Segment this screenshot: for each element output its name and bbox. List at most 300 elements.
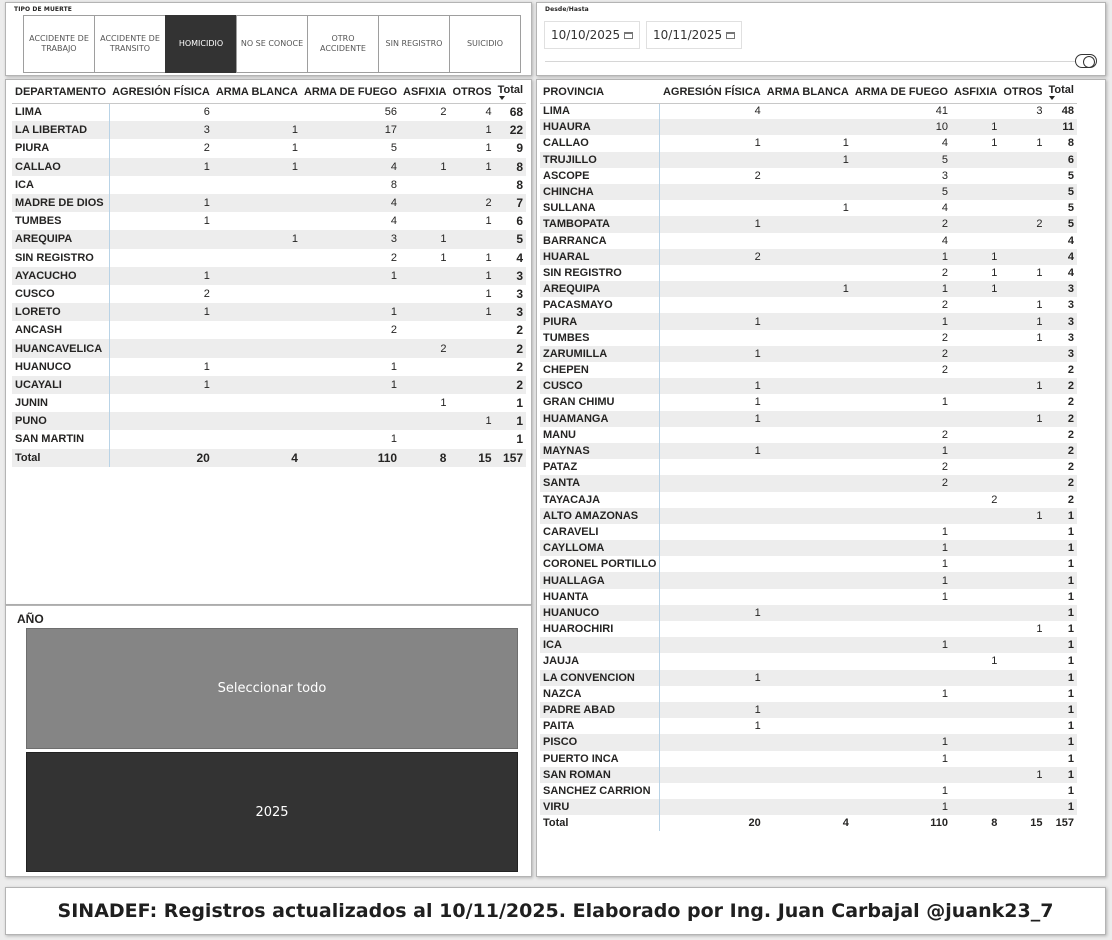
table-cell: 110 bbox=[301, 449, 400, 467]
table-cell bbox=[951, 411, 1000, 427]
row-label[interactable]: NAZCA bbox=[540, 686, 660, 702]
table-cell: 1 bbox=[754, 137, 761, 150]
table-cell bbox=[400, 376, 449, 394]
row-label[interactable]: SIN REGISTRO bbox=[540, 265, 660, 281]
date-to-input[interactable] bbox=[646, 21, 742, 49]
table-cell bbox=[1000, 799, 1045, 815]
table-cell: 1 bbox=[1036, 331, 1043, 344]
table-cell bbox=[951, 734, 1000, 750]
table-cell bbox=[660, 751, 764, 767]
row-label[interactable]: HUAROCHIRI bbox=[540, 621, 660, 637]
table-cell: 1 bbox=[852, 734, 951, 750]
table-row bbox=[12, 267, 526, 285]
table-cell bbox=[301, 285, 400, 303]
table-cell: 1 bbox=[109, 194, 213, 212]
row-label[interactable]: PATAZ bbox=[540, 459, 660, 475]
row-label[interactable]: TUMBES bbox=[12, 212, 109, 230]
table-cell: 1 bbox=[1036, 266, 1043, 279]
table-cell bbox=[213, 412, 301, 430]
row-label[interactable]: MANU bbox=[540, 427, 660, 443]
table-cell bbox=[1000, 168, 1045, 184]
table-cell bbox=[400, 121, 449, 139]
table-cell: 1 bbox=[951, 281, 1000, 297]
table-cell bbox=[1000, 751, 1045, 767]
table-cell: 15 bbox=[449, 449, 494, 467]
table-cell: 5 bbox=[495, 230, 526, 248]
table-cell: 68 bbox=[509, 105, 524, 120]
table-cell: 1 bbox=[301, 267, 400, 285]
table-cell: 1 bbox=[390, 360, 398, 373]
table-cell bbox=[449, 230, 494, 248]
calendar-icon[interactable] bbox=[726, 32, 735, 39]
table-cell: 2 bbox=[495, 339, 526, 357]
table-cell bbox=[1000, 670, 1045, 686]
table-cell: 1 bbox=[109, 303, 213, 321]
table-cell: 1 bbox=[213, 158, 301, 176]
table-cell: 1 bbox=[301, 376, 400, 394]
table-cell bbox=[400, 321, 449, 339]
table-cell: 3 bbox=[516, 286, 524, 301]
table-cell: 1 bbox=[852, 637, 951, 653]
tipo-option-accidente-de-transito[interactable]: ACCIDENTE DE TRANSITO bbox=[94, 15, 166, 73]
row-label[interactable]: AYACUCHO bbox=[12, 267, 109, 285]
row-label[interactable]: CUSCO bbox=[540, 378, 660, 394]
table-cell bbox=[109, 230, 213, 248]
table-cell bbox=[660, 621, 764, 637]
row-label[interactable]: HUANCAVELICA bbox=[12, 339, 109, 357]
row-label[interactable]: SANTA bbox=[540, 475, 660, 491]
row-label[interactable]: HUALLAGA bbox=[540, 572, 660, 588]
table-cell bbox=[301, 394, 400, 412]
table-cell: 2 bbox=[1045, 475, 1076, 491]
row-label[interactable]: SANCHEZ CARRION bbox=[540, 783, 660, 799]
table-cell: 6 bbox=[1045, 152, 1076, 168]
table-row bbox=[540, 686, 1077, 702]
table-cell: 1 bbox=[941, 687, 948, 700]
table-cell: 2 bbox=[941, 331, 948, 344]
table-row bbox=[540, 313, 1077, 329]
table-cell bbox=[951, 524, 1000, 540]
table-cell bbox=[951, 670, 1000, 686]
row-label[interactable]: VIRU bbox=[540, 799, 660, 815]
table-cell: 1 bbox=[1067, 752, 1074, 765]
table-cell: 1 bbox=[1000, 313, 1045, 329]
row-label[interactable]: CALLAO bbox=[540, 135, 660, 151]
tipo-option-no-se-conoce[interactable]: NO SE CONOCE bbox=[236, 15, 308, 73]
table-cell: 1 bbox=[852, 281, 951, 297]
table-cell bbox=[213, 176, 301, 194]
row-label[interactable]: JAUJA bbox=[540, 653, 660, 669]
table-cell bbox=[764, 767, 852, 783]
table-row bbox=[540, 249, 1077, 265]
row-label[interactable]: HUANUCO bbox=[12, 358, 109, 376]
table-cell bbox=[764, 330, 852, 346]
table-cell: 1 bbox=[1045, 637, 1076, 653]
table-cell bbox=[852, 702, 951, 718]
row-label[interactable]: LIMA bbox=[12, 103, 109, 121]
column-header[interactable] bbox=[301, 81, 400, 103]
table-row bbox=[540, 216, 1077, 232]
table-cell: 1 bbox=[449, 303, 494, 321]
row-label[interactable]: SULLANA bbox=[540, 200, 660, 216]
table-cell: 2 bbox=[400, 339, 449, 357]
table-cell: 1 bbox=[852, 443, 951, 459]
table-cell: 20 bbox=[109, 449, 213, 467]
column-header[interactable] bbox=[109, 81, 213, 103]
column-header[interactable] bbox=[660, 81, 764, 103]
table-cell bbox=[764, 265, 852, 281]
row-label[interactable]: CARAVELI bbox=[540, 524, 660, 540]
table-cell bbox=[951, 783, 1000, 799]
row-label[interactable]: SIN REGISTRO bbox=[12, 249, 109, 267]
row-label[interactable]: CHINCHA bbox=[540, 184, 660, 200]
table-cell: 4 bbox=[485, 106, 492, 119]
column-header[interactable] bbox=[1000, 81, 1045, 103]
tipo-option-accidente-de-trabajo[interactable]: ACCIDENTE DE TRABAJO bbox=[23, 15, 95, 73]
table-cell: 3 bbox=[301, 230, 400, 248]
table-cell: 48 bbox=[1061, 105, 1074, 118]
table-cell bbox=[660, 362, 764, 378]
table-cell bbox=[1000, 152, 1045, 168]
column-header[interactable] bbox=[495, 81, 526, 103]
table-cell bbox=[764, 378, 852, 394]
row-label[interactable]: ASCOPE bbox=[540, 168, 660, 184]
table-cell: 1 bbox=[301, 303, 400, 321]
table-cell: 1 bbox=[660, 313, 764, 329]
table-cell bbox=[1000, 119, 1045, 135]
table-cell: 2 bbox=[440, 106, 447, 119]
table-row bbox=[540, 734, 1077, 750]
table-cell: 1 bbox=[852, 249, 951, 265]
table-cell: 1 bbox=[660, 702, 764, 718]
row-label[interactable]: PISCO bbox=[540, 734, 660, 750]
date-slider-track[interactable] bbox=[545, 61, 1079, 62]
row-label[interactable]: PIURA bbox=[540, 313, 660, 329]
column-header[interactable] bbox=[449, 81, 494, 103]
row-label[interactable]: Total bbox=[12, 449, 109, 467]
tipo-option-sin-registro[interactable]: SIN REGISTRO bbox=[378, 15, 450, 73]
table-cell: 1 bbox=[941, 396, 948, 409]
row-label[interactable]: CORONEL PORTILLO bbox=[540, 556, 660, 572]
table-cell bbox=[951, 216, 1000, 232]
table-cell bbox=[951, 508, 1000, 524]
column-header[interactable] bbox=[400, 81, 449, 103]
provincia-matrix bbox=[536, 79, 1106, 877]
table-cell bbox=[852, 508, 951, 524]
table-cell bbox=[660, 427, 764, 443]
row-label[interactable]: TUMBES bbox=[540, 330, 660, 346]
row-label[interactable]: BARRANCA bbox=[540, 233, 660, 249]
row-label[interactable]: PAITA bbox=[540, 718, 660, 734]
table-cell: 3 bbox=[1045, 313, 1076, 329]
table-cell bbox=[660, 783, 764, 799]
row-label[interactable]: ZARUMILLA bbox=[540, 346, 660, 362]
row-label[interactable]: PUERTO INCA bbox=[540, 751, 660, 767]
row-label[interactable]: ICA bbox=[540, 637, 660, 653]
table-cell: 8 bbox=[400, 449, 449, 467]
table-cell bbox=[213, 303, 301, 321]
table-row bbox=[540, 492, 1077, 508]
column-header-label: OTROS bbox=[452, 85, 492, 98]
row-label[interactable]: JUNIN bbox=[12, 394, 109, 412]
table-cell: 2 bbox=[449, 194, 494, 212]
table-cell: 2 bbox=[1045, 378, 1076, 394]
column-header[interactable] bbox=[213, 81, 301, 103]
table-cell: 1 bbox=[1067, 590, 1074, 603]
table-cell: 1 bbox=[109, 376, 213, 394]
table-cell bbox=[764, 233, 852, 249]
table-row bbox=[540, 637, 1077, 653]
table-cell bbox=[852, 653, 951, 669]
table-cell: 2 bbox=[1067, 493, 1074, 506]
row-label[interactable]: LIMA bbox=[540, 103, 660, 119]
table-cell: 7 bbox=[495, 194, 526, 212]
table-cell bbox=[109, 176, 213, 194]
table-cell bbox=[764, 637, 852, 653]
table-cell bbox=[213, 394, 301, 412]
table-cell: 1 bbox=[764, 281, 852, 297]
column-header-label: PROVINCIA bbox=[543, 85, 605, 98]
row-label[interactable]: AREQUIPA bbox=[12, 230, 109, 248]
row-label[interactable]: HUAMANGA bbox=[540, 411, 660, 427]
table-cell: 4 bbox=[842, 817, 849, 830]
table-cell bbox=[449, 339, 494, 357]
table-cell: 1 bbox=[1045, 767, 1076, 783]
table-cell: 4 bbox=[754, 105, 761, 118]
table-cell bbox=[400, 139, 449, 157]
table-cell: 2 bbox=[941, 428, 948, 441]
table-cell bbox=[400, 412, 449, 430]
table-cell bbox=[764, 216, 852, 232]
table-cell: 2 bbox=[1000, 216, 1045, 232]
table-row bbox=[12, 430, 526, 448]
table-cell: 1 bbox=[941, 752, 948, 765]
table-row bbox=[12, 339, 526, 357]
column-header[interactable] bbox=[852, 81, 951, 103]
table-cell bbox=[764, 783, 852, 799]
column-header[interactable] bbox=[12, 81, 109, 103]
column-header[interactable] bbox=[540, 81, 660, 103]
table-cell bbox=[852, 670, 951, 686]
table-cell: 1 bbox=[1045, 572, 1076, 588]
row-label[interactable]: LORETO bbox=[12, 303, 109, 321]
tipo-muerte-slicer bbox=[5, 2, 532, 76]
row-label[interactable]: LA CONVENCION bbox=[540, 670, 660, 686]
table-row bbox=[540, 281, 1077, 297]
footer-banner bbox=[5, 887, 1106, 935]
table-cell bbox=[1000, 637, 1045, 653]
table-cell bbox=[951, 556, 1000, 572]
table-row bbox=[540, 184, 1077, 200]
row-label[interactable]: CUSCO bbox=[12, 285, 109, 303]
row-label[interactable]: SAN ROMAN bbox=[540, 767, 660, 783]
row-label[interactable]: AREQUIPA bbox=[540, 281, 660, 297]
table-cell: 1 bbox=[991, 266, 998, 279]
table-cell: 1 bbox=[1067, 720, 1074, 733]
row-label[interactable]: HUAURA bbox=[540, 119, 660, 135]
table-cell: 4 bbox=[1067, 266, 1074, 279]
table-cell bbox=[951, 702, 1000, 718]
table-row bbox=[540, 233, 1077, 249]
table-cell bbox=[951, 330, 1000, 346]
tipo-option-homicidio[interactable]: HOMICIDIO bbox=[165, 15, 237, 73]
row-label[interactable]: HUANTA bbox=[540, 589, 660, 605]
row-label[interactable]: CALLAO bbox=[12, 158, 109, 176]
table-cell: 1 bbox=[1067, 623, 1074, 636]
table-row bbox=[540, 751, 1077, 767]
table-cell: 8 bbox=[516, 177, 524, 192]
table-cell: 1 bbox=[440, 251, 447, 264]
table-cell: 2 bbox=[516, 359, 524, 374]
row-label[interactable]: PADRE ABAD bbox=[540, 702, 660, 718]
table-cell: 2 bbox=[516, 323, 524, 338]
table-row bbox=[540, 589, 1077, 605]
table-cell: 1 bbox=[991, 655, 998, 668]
table-cell bbox=[852, 718, 951, 734]
table-cell bbox=[764, 475, 852, 491]
table-cell: 1 bbox=[203, 215, 210, 228]
table-cell: 1 bbox=[109, 267, 213, 285]
table-cell bbox=[660, 589, 764, 605]
table-cell bbox=[764, 411, 852, 427]
table-cell: 1 bbox=[852, 313, 951, 329]
table-cell bbox=[400, 194, 449, 212]
sort-desc-icon[interactable] bbox=[1049, 96, 1055, 100]
table-cell bbox=[951, 540, 1000, 556]
row-label[interactable]: HUARAL bbox=[540, 249, 660, 265]
table-cell bbox=[951, 605, 1000, 621]
table-cell: 1 bbox=[1067, 558, 1074, 571]
table-cell bbox=[1000, 653, 1045, 669]
table-cell bbox=[951, 799, 1000, 815]
row-label[interactable]: MAYNAS bbox=[540, 443, 660, 459]
date-slider-handle[interactable] bbox=[1075, 54, 1097, 68]
table-cell bbox=[764, 621, 852, 637]
table-cell bbox=[660, 734, 764, 750]
row-label[interactable]: PUNO bbox=[12, 412, 109, 430]
table-cell: 1 bbox=[941, 558, 948, 571]
table-cell bbox=[1000, 475, 1045, 491]
provincia-table bbox=[540, 81, 1077, 831]
table-cell bbox=[660, 556, 764, 572]
table-cell bbox=[301, 412, 400, 430]
table-cell bbox=[449, 176, 494, 194]
anio-title: AÑO bbox=[17, 612, 44, 626]
row-label[interactable]: MADRE DE DIOS bbox=[12, 194, 109, 212]
table-row bbox=[540, 411, 1077, 427]
table-row bbox=[540, 427, 1077, 443]
table-row bbox=[540, 265, 1077, 281]
table-cell bbox=[764, 572, 852, 588]
table-cell: 1 bbox=[842, 202, 849, 215]
calendar-icon[interactable] bbox=[624, 32, 633, 39]
column-header[interactable] bbox=[1045, 81, 1076, 103]
row-label[interactable]: UCAYALI bbox=[12, 376, 109, 394]
column-header-label: Total bbox=[497, 83, 524, 96]
table-row bbox=[12, 194, 526, 212]
table-cell: 1 bbox=[440, 397, 447, 410]
table-cell bbox=[852, 411, 951, 427]
row-label[interactable]: TAYACAJA bbox=[540, 492, 660, 508]
table-cell bbox=[764, 313, 852, 329]
table-cell bbox=[951, 103, 1000, 119]
table-cell: 1 bbox=[449, 412, 494, 430]
row-label[interactable]: TAMBOPATA bbox=[540, 216, 660, 232]
row-label[interactable]: Total bbox=[540, 815, 660, 831]
row-label[interactable]: ICA bbox=[12, 176, 109, 194]
table-cell bbox=[1000, 783, 1045, 799]
table-cell bbox=[1000, 524, 1045, 540]
table-cell: 1 bbox=[852, 572, 951, 588]
table-cell bbox=[400, 358, 449, 376]
table-cell bbox=[1000, 200, 1045, 216]
table-cell bbox=[764, 540, 852, 556]
table-cell: 4 bbox=[390, 215, 398, 228]
table-cell: 1 bbox=[203, 360, 210, 373]
row-label[interactable]: SAN MARTIN bbox=[12, 430, 109, 448]
table-cell bbox=[764, 589, 852, 605]
row-label[interactable]: CHEPEN bbox=[540, 362, 660, 378]
table-cell bbox=[951, 362, 1000, 378]
row-label[interactable]: LA LIBERTAD bbox=[12, 121, 109, 139]
table-cell bbox=[660, 508, 764, 524]
table-cell: 1 bbox=[1067, 687, 1074, 700]
table-cell: 1 bbox=[660, 216, 764, 232]
table-cell bbox=[1000, 459, 1045, 475]
table-cell: 3 bbox=[941, 169, 948, 182]
select-all-button[interactable]: Seleccionar todo bbox=[26, 628, 518, 749]
column-header[interactable] bbox=[951, 81, 1000, 103]
table-cell bbox=[660, 459, 764, 475]
row-label[interactable]: ALTO AMAZONAS bbox=[540, 508, 660, 524]
row-label[interactable]: PIURA bbox=[12, 139, 109, 157]
tipo-option-suicidio[interactable]: SUICIDIO bbox=[449, 15, 521, 73]
table-cell: 22 bbox=[495, 121, 526, 139]
sort-desc-icon[interactable] bbox=[499, 96, 505, 100]
row-label[interactable]: ANCASH bbox=[12, 321, 109, 339]
table-cell: 1 bbox=[291, 142, 298, 155]
row-label[interactable]: HUANUCO bbox=[540, 605, 660, 621]
table-cell: 41 bbox=[935, 105, 948, 118]
table-cell: 1 bbox=[1036, 299, 1043, 312]
table-cell: 2 bbox=[390, 251, 398, 264]
row-label[interactable]: CAYLLOMA bbox=[540, 540, 660, 556]
table-row bbox=[540, 621, 1077, 637]
table-cell: 1 bbox=[1045, 734, 1076, 750]
table-cell bbox=[400, 267, 449, 285]
tipo-option-otro-accidente[interactable]: OTRO ACCIDENTE bbox=[307, 15, 379, 73]
table-cell: 4 bbox=[516, 250, 524, 265]
table-cell: 157 bbox=[1055, 817, 1074, 830]
column-header-label: DEPARTAMENTO bbox=[15, 85, 107, 98]
table-cell bbox=[764, 184, 852, 200]
table-row bbox=[540, 524, 1077, 540]
table-cell bbox=[213, 376, 301, 394]
departamento-matrix bbox=[5, 79, 532, 605]
table-cell: 56 bbox=[384, 106, 398, 119]
table-cell: 1 bbox=[485, 142, 492, 155]
column-header-label: ASFIXIA bbox=[953, 85, 998, 98]
row-label[interactable]: PACASMAYO bbox=[540, 297, 660, 313]
column-header[interactable] bbox=[764, 81, 852, 103]
row-label[interactable]: TRUJILLO bbox=[540, 152, 660, 168]
year-2025-button[interactable]: 2025 bbox=[26, 752, 518, 872]
table-cell: 2 bbox=[941, 461, 948, 474]
table-cell: 2 bbox=[203, 287, 210, 300]
row-label[interactable]: GRAN CHIMU bbox=[540, 394, 660, 410]
table-row bbox=[540, 540, 1077, 556]
date-from-input[interactable] bbox=[544, 21, 640, 49]
